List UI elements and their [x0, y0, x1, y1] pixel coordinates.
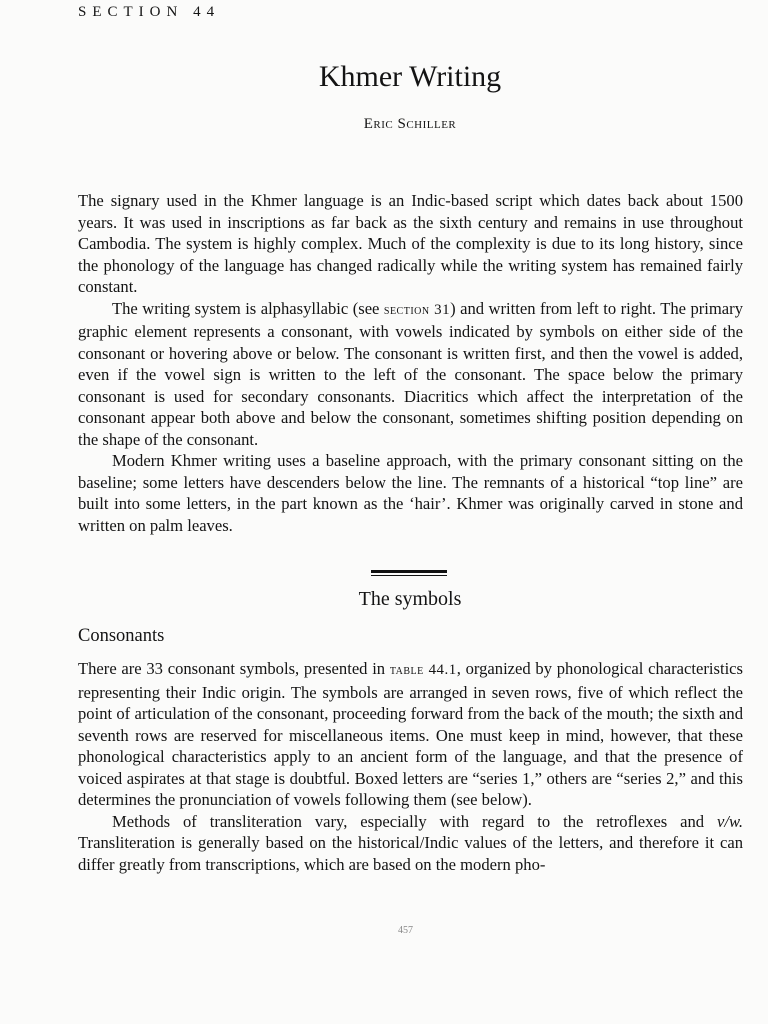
intro-paragraph-2: [78, 298, 743, 451]
intro-paragraph-1: The signary used in the Khmer language is an Indic-based script which dates back about 1500 years. It was used in inscriptions as far back as the sixth century and remains in use throughout Cambodia. The system is highly complex. Much of the complexity is due to its long history, since the phonology of the language has changed radically while the writing system has remained fairly constant.: [78, 191, 743, 296]
page-title: Khmer Writing: [318, 60, 502, 93]
consonants-paragraph-2: [78, 811, 743, 876]
consonants-section: [78, 658, 743, 875]
section-divider-rule: [371, 570, 447, 576]
table-reference: table 44.1: [389, 662, 457, 678]
consonants-paragraph-1: [78, 658, 743, 811]
paragraph-text: ) and written from left to right. The primary graphic element represents a consonant, with vowels indicated by symbols on either side of the consonant or hovering above or below. The consonant is written first, and then the vowel is added, even if the vowel sign is written to the left of the consonant. The space below the primary consonant is used for secondary consonants. Diacritics which affect the interpretation of the consonant appear both above and below the consonant, sometimes shifting position depending on the shape of the consonant.: [78, 298, 743, 449]
page-number: 457: [398, 925, 413, 936]
consonants-heading: Consonants: [78, 626, 165, 646]
paragraph-text: There are 33 consonant symbols, presented in: [78, 659, 390, 678]
symbols-heading: The symbols: [358, 588, 462, 610]
paragraph-text: , organized by phonological characteristics representing their Indic origin. The symbols are arranged in seven rows, five of which reflect the point of articulation of the consonant, proceeding forward from the back of the mouth; the sixth and seventh rows are reserved for miscellaneous items. One must keep in mind, however, that these phonological characteristics apply to an ancient form of the language, and that the presence of voiced aspirates at that stage is doubtful. Boxed letters are “series 1,” others are “series 2,” and this determines the pronunciation of vowels following them (see below).: [78, 659, 744, 809]
intro-section: [78, 190, 743, 536]
author-name: Eric Schiller: [363, 116, 457, 132]
intro-paragraph-3: Modern Khmer writing uses a baseline approach, with the primary consonant sitting on the baseline; some letters have descenders below the line. The remnants of a historical “top line” are built into some letters, in the part known as the ‘hair’. Khmer was originally carved in stone and written on palm leaves.: [78, 451, 743, 535]
section-reference: section 31: [383, 301, 451, 318]
paragraph-text: The writing system is alphasyllabic (see: [112, 298, 384, 318]
section-label: SECTION 44: [78, 4, 221, 20]
paragraph-text: Transliteration is generally based on the historical/Indic values of the letters, and therefore it can differ greatly from transcriptions, which are based on the modern pho-: [78, 833, 743, 874]
paragraph-text: Methods of transliteration vary, especially with regard to the retroflexes and: [112, 811, 718, 831]
italic-term: v/w.: [717, 811, 743, 831]
